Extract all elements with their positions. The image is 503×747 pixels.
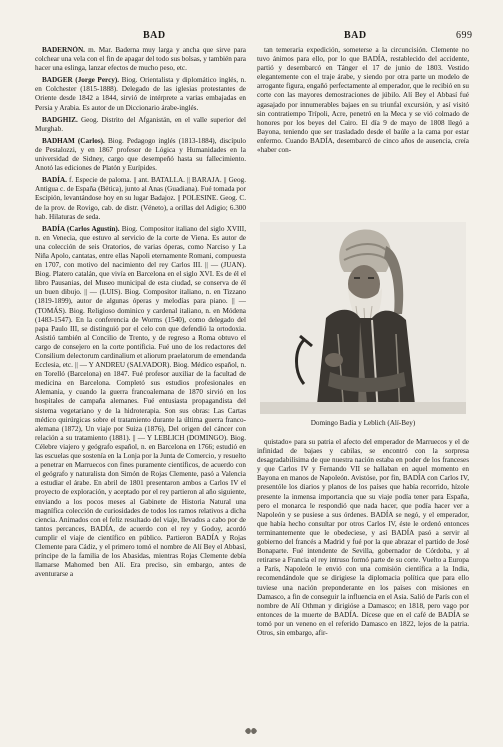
figure-caption: Domingo Badía y Leblich (Alí-Bey): [310, 419, 416, 427]
footer-ornament-icon: [243, 726, 259, 736]
entry-text: Biog. Pedagogo inglés (1813-1884), discípulo de Pestalozzi, y en 1867 profesor de Lógica y Humanidades en la universidad de Sidney, cargo que desempeñó hasta su fallecimiento. Anotó las ediciones de Platón y Eurípides.: [35, 136, 246, 173]
entry-badham: [35, 137, 246, 173]
headword: BADÍA.: [42, 176, 67, 185]
entry-badger: [35, 76, 246, 112]
entry-badghiz: [35, 116, 246, 134]
entry-text: m. Mar. Baderna muy larga y ancha que sirve para colchear una vela con el fin de apagar del todo sus bolsas, y también para hacer una eslinga, lanzar efectos de mucho peso, etc.: [35, 46, 246, 73]
headword: BADGER (Jorge Percy).: [42, 76, 120, 85]
portrait-illustration: [260, 222, 466, 414]
entry-text: f. Especie de paloma. || ant. BATALLA. || BARAJA. || Geog. Antigua c. de España (Bética), junto al Anas (Guadiana). Fué tomada por Escipión, levantándose hoy en su lugar Badajoz. || POLESINE. Geog. C. de la prov. de Rovigo, cab. de distr. (Véneto), a orillas del Adigio; 6.300 hab. Hilaturas de seda.: [35, 176, 246, 221]
headword: BADGHIZ.: [42, 115, 78, 124]
entry-badia: [35, 176, 246, 221]
portrait-figure: [257, 222, 469, 434]
portrait-photo: [260, 222, 466, 414]
headword: BADHAM (Carlos).: [42, 136, 105, 145]
headword: BADERNÓN.: [42, 46, 85, 54]
right-column-top: [257, 46, 469, 218]
entry-badia-carlos: [35, 225, 246, 580]
page-number: 699: [456, 30, 473, 41]
continued-text: quistado» para su patria el afecto del emperador de Marruecos y el de infinidad de bajaes y cabilas, se encontró con la sorpresa desagradabilísima de que nuestra nación estaba en poder de los franceses y que Carlos IV y Fernando VII se hallaban en aquel momento en Bayona en manos de Napoleón. Avistóse, por fin, BADÍA con Carlos IV, presentóle los diarios y planos de los países que había recorrido, hízole presente la inmensa importancia que su viaje podía tener para España, pero el monarca le respondió que nada hacer, que podía hacer ver a Napoleón y se pusiese a sus órdenes. BADÍA se negó, y el emperador, que había hecho consultar por otros Carlos IV, éste le ordenó entonces terminantemente que le obedeciese, y así BADÍA pasó a servir al gobierno del francés a Madrid y fué por la que abrazar el partido de José Bonaparte. Fué intendente de Sevilla, gobernador de Córdoba, y al retirarse a Francia el rey intruso formó parte de su corte. Vuelto a Europa a París, Napoleón le envió con una comisión científica a la India, recomendándole que se dirigiese la diplomacia política que para ello tuviese una nación preponderante en los países con misiones en Damasco, a fin de conseguir la influencia en el Asia. Salió de París con el nombre de Alí Othman y dirigióse a Damasco; en 1818, pero vago por entonces de la muerte de BADÍA. Dícese que en el café de BADÍA se tomó por un veneno en el referido Damasco en 1822, lejos de la patria. Otros, sin embargo, afir-: [257, 438, 469, 637]
headword: BADÍA (Carlos Agustín).: [42, 224, 120, 233]
right-column-bottom: [257, 438, 469, 698]
left-column: [35, 46, 246, 698]
running-head-right: BAD: [344, 30, 367, 41]
entry-text: Geog. Distrito del Afganistán, en el valle superior del Murghab.: [35, 115, 246, 133]
entry-text: Biog. Compositor italiano del siglo XVIII, n. en Venecia, que estuvo al servicio de la corte de Viena. Es autor de una colección de seis Oratorios, de varias óperas, como Narciso y La Niña Apolo, cantatas, entre ellas Napoli eternamente Romani, compuesta en 1707, con motivo del nacimiento del rey Carlos III. || — (JUAN). Biog. Platero catalán, que vivía en Barcelona en el siglo XVI. Es de él el libro Pausanias, del Museo municipal de esta ciudad, se conserva de él un buen dibujo. || — (LUIS). Biog. Compositor italiano, n. en Tizzano (1819-1899), autor de algunas óperas y melodías para piano. || — (TOMÁS). Biog. Religioso dominico y cardenal italiano, n. en Módena (1483-1547). En la conferencia de Worms (1540), como delegado del papa Paulo III, se distinguió por el celo con que defendió la ortodoxia. Asistió también al Concilio de Trento, y de regreso a Roma obtuvo el cargo de consejero en la corte pontificia. Fué uno de los redactores del Consilium delectorum cardinalium et aliorum praelatorum de emendanda Ecclesia, etc. || — Y ANDREU (SALVADOR). Biog. Médico español, n. en Torelló (Barcelona) en 1847. Fué profesor auxiliar de la facultad de medicina en Barcelona. Completó sus estudios profesionales en Alemania, y cuando la guerra francoalemana de 1870 sirvió en los hospitales de campaña alemanes. Fué entusiasta propagandista del sistema vegetariano y de la hidroterapia. Son sus obras: Las Cartas médico quirúrgicas sobre el tratamiento durante la última guerra franco-alemana (1872), Un viaje por Suiza (1876), Del origen del cáncer con relación a su tratamiento (1881). || — Y LEBLICH (DOMINGO). Biog. Célebre viajero y geógrafo español, n. en Barcelona en 1766; estudió en las escuelas que sostenía en la Lonja por la Junta de Comercio, y resuelto a penetrar en Marruecos con fines puramente científicos, de acuerdo con el geógrafo y naturalista don Simón de Rojas Clemente, pasó a Valencia a estudiar el árabe. En abril de 1801 presentaron ambos a Carlos IV el proyecto de exploración, y aceptado por el rey partieron al año siguiente, enviando a los pocos meses al Gabinete de Historia Natural una magnífica colección de curiosidades de todos los ramos relativos a dicha ciencia. Animados con el feliz resultado del viaje, llevados a cabo por de tantos percances, BADÍA, de acuerdo con el rey y Godoy, acordó cumplir el viaje de científico en público. Partieron BADÍA y Rojas Clemente para Cádiz, y el primero tomó el nombre de Alí Bey el Abbasí, príncipe de la familia de los Abasidas, mientras Rojas Clemente debía llamarse Mahomed ben Alí. Era preciso, sin embargo, antes de aventurarse a: [35, 224, 246, 579]
entry-text: Biog. Orientalista y diplomático inglés, n. en Colchester (1815-1888). Delegado de las iglesias protestantes de Oriente desde 1842 a 1844, sirvió de intérprete a varias embajadas en Persia y Arabia. Es autor de un Diccionario árabe-inglés.: [35, 76, 246, 112]
running-head-left: BAD: [143, 30, 166, 41]
entry-badernon: [35, 46, 246, 73]
continued-text: tan temeraria expedición, someterse a la circuncisión. Clemente no tuvo ánimos para ello, por lo que BADÍA, restablecido del accidente, partió y desembarcó en Tánger el 17 de junio de 1803. Vestido elegantemente con el traje árabe, y siendo por otra parte un modelo de arrogante figura, engañó perfectamente al emperador, que le recibió en su corte con las mayores demostraciones de júbilo. Alí Bey el Abbasí fué agasajado por innumerables bajaes en su triunfal excursión, y así visitó sin contratiempo Trípoli, Acre, penetró en la Meca y se vió colmado de honores por los beyes del Cairo. El día 9 de mayo de 1808 llegó a Bayona, teniendo que ser trasladado desde el baúle a la cama por estar enfermo. Cuando BADÍA, desembarcó de cinco años de ausencia, creía «haber con-: [257, 46, 469, 155]
